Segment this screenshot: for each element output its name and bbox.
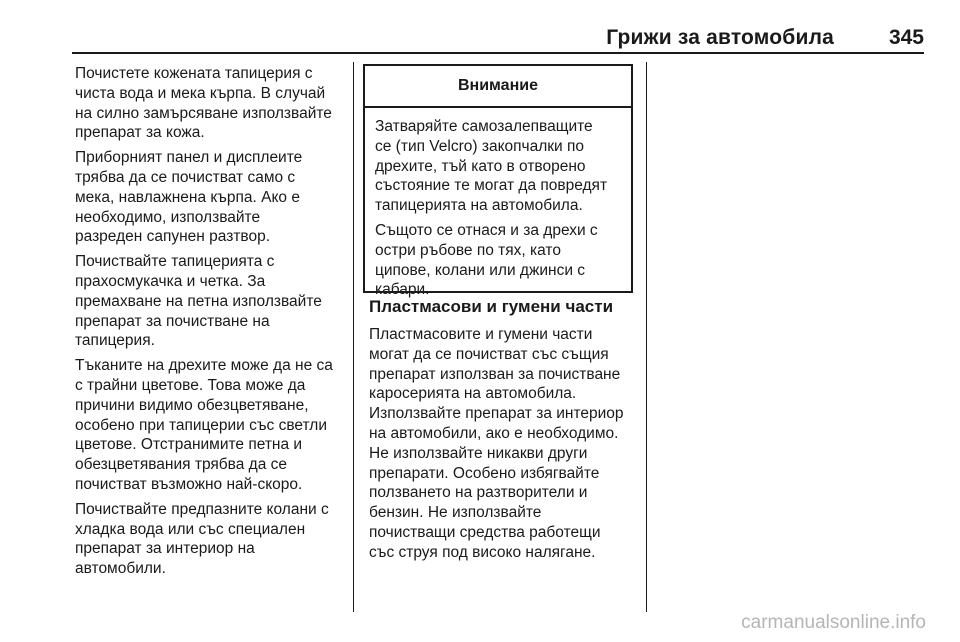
text-line: остри ръбове по тях, като: [375, 241, 561, 259]
paragraph: [75, 356, 347, 495]
text-line: могат да се почистват със същия: [369, 345, 609, 363]
paragraph: [75, 252, 347, 351]
text-line: обезцветявания трябва да се: [75, 456, 287, 474]
text-line: препарат за кожа.: [75, 124, 205, 142]
warning-title: Внимание: [365, 66, 631, 108]
paragraph: [75, 148, 347, 247]
text-line: каросерията на автомобила.: [369, 385, 577, 403]
text-line: почистващи средства работещи: [369, 523, 601, 541]
text-line: Почиствайте тапицерията с: [75, 253, 275, 271]
text-line: хладка вода или със специален: [75, 520, 306, 538]
text-line: Почиствайте предпазните колани с: [75, 500, 329, 518]
text-line: ципове, колани или джинси с: [375, 261, 586, 279]
paragraph: [75, 500, 347, 579]
watermark: carmanualsonline.info: [741, 612, 926, 633]
header-title: Грижи за автомобила: [606, 26, 834, 49]
text-line: премахване на петна използвайте: [75, 292, 322, 310]
paragraph: [375, 117, 631, 216]
section-heading: Пластмасови и гумени части: [369, 297, 614, 316]
text-line: състояние те могат да повредят: [375, 177, 608, 195]
text-line: мека, навлажнена кърпа. Ако е: [75, 188, 300, 206]
text-line: трябва да се почистват само с: [75, 168, 296, 186]
text-line: тапицерия.: [75, 332, 155, 350]
column-divider-left: [353, 62, 354, 612]
paragraph: [369, 325, 624, 563]
text-line: причини видимо обезцветяване,: [75, 396, 309, 414]
text-line: бензин. Не използвайте: [369, 504, 542, 522]
text-line: препарат за интериор на: [75, 540, 255, 558]
text-line: прахосмукачка и четка. За: [75, 272, 266, 290]
page-number: 345: [888, 26, 924, 49]
text-line: на автомобили, ако е необходимо.: [369, 424, 619, 442]
text-line: Приборният панел и дисплеите: [75, 149, 303, 167]
text-line: Използвайте препарат за интериор: [369, 405, 624, 423]
text-line: автомобили.: [75, 560, 166, 578]
text-line: почистват възможно най-скоро.: [75, 475, 303, 493]
left-column: [75, 64, 347, 584]
text-line: Тъканите на дрехите може да не са: [75, 357, 333, 375]
text-line: Не използвайте никакви други: [369, 444, 588, 462]
text-line: препарат за почистване на: [75, 312, 270, 330]
paragraph: [75, 64, 347, 143]
text-line: със струя под високо налягане.: [369, 543, 596, 561]
text-line: Същото се отнася и за дрехи с: [375, 221, 598, 239]
text-line: цветове. Отстранимите петна и: [75, 436, 303, 454]
text-line: Пластмасовите и гумени части: [369, 326, 593, 343]
text-line: Почистете кожената тапицерия с: [75, 65, 313, 82]
paragraph: [375, 221, 631, 300]
text-line: особено при тапицерии със светли: [75, 416, 327, 434]
text-line: Затваряйте самозалепващите: [375, 118, 593, 135]
text-line: на силно замърсяване използвайте: [75, 104, 332, 122]
column-divider-right: [646, 62, 647, 612]
text-line: с трайни цветове. Това може да: [75, 376, 306, 394]
text-line: препарат използван за почистване: [369, 365, 621, 383]
warning-body: [365, 108, 631, 300]
header-rule: [72, 52, 924, 54]
text-line: необходимо, използвайте: [75, 208, 261, 226]
text-line: тапицерията на автомобила.: [375, 197, 583, 215]
text-line: дрехите, тъй като в отворено: [375, 157, 586, 175]
text-line: разреден сапунен разтвор.: [75, 228, 271, 246]
section-body: [369, 325, 624, 563]
text-line: чиста вода и мека кърпа. В случай: [75, 84, 326, 102]
text-line: кабари.: [375, 281, 430, 299]
text-line: ползването на разтворители и: [369, 484, 588, 502]
text-line: се (тип Velcro) закопчалки по: [375, 137, 585, 155]
text-line: препарати. Особено избягвайте: [369, 464, 600, 482]
warning-box: [363, 64, 633, 299]
